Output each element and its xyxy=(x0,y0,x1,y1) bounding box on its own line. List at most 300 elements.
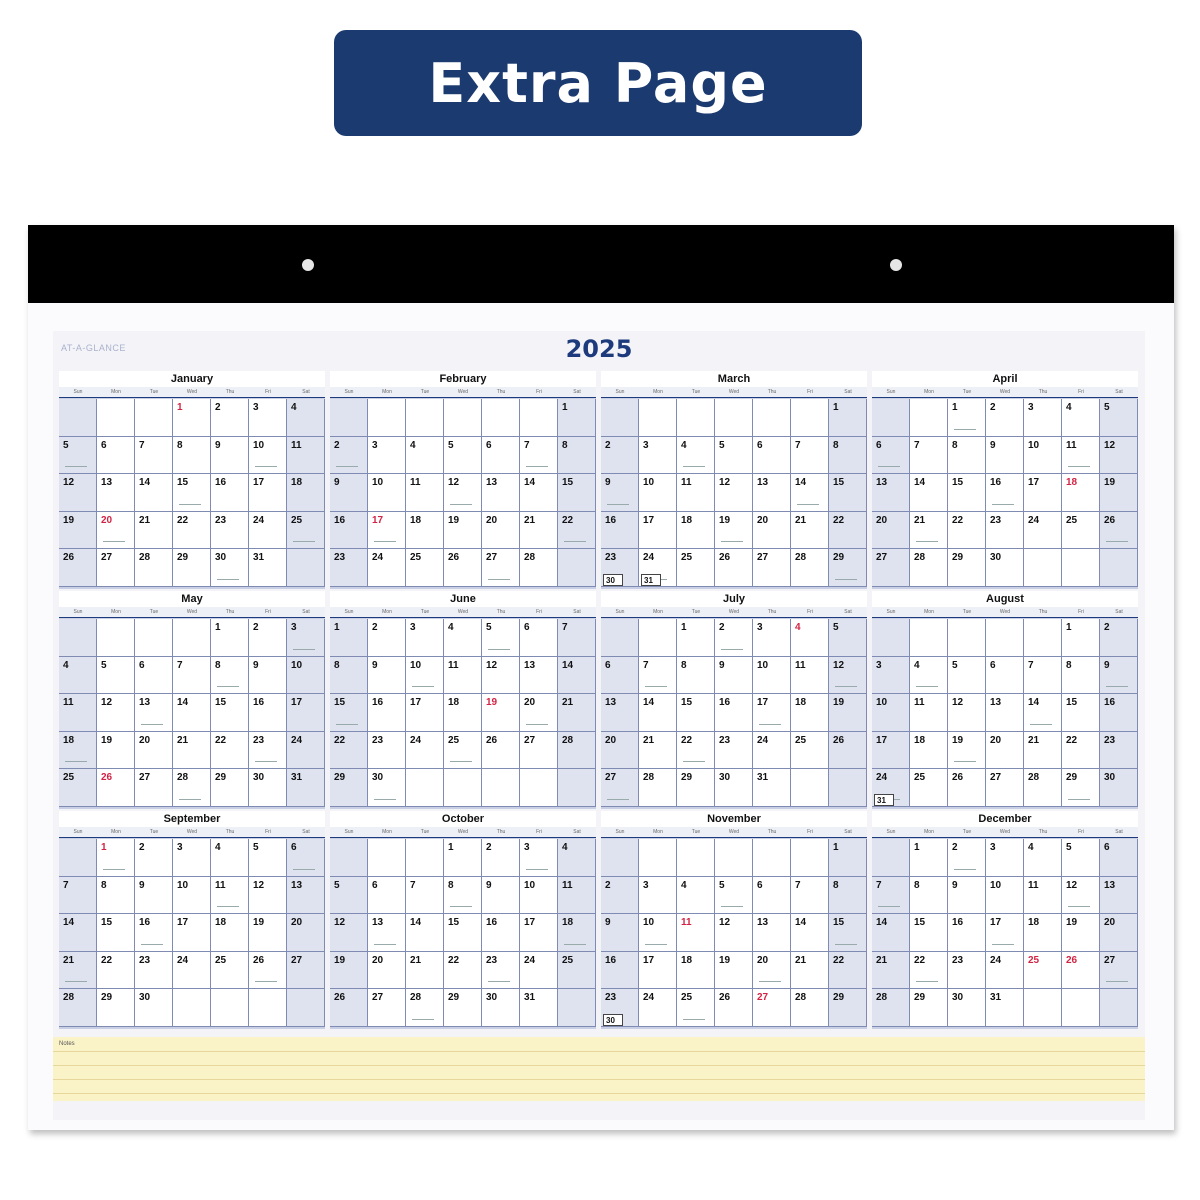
day-cell[interactable] xyxy=(715,914,753,952)
day-cell[interactable] xyxy=(558,399,596,437)
day-cell[interactable] xyxy=(872,769,910,807)
day-cell[interactable] xyxy=(1100,437,1138,475)
day-cell[interactable] xyxy=(910,694,948,732)
day-cell[interactable] xyxy=(829,399,867,437)
day-cell[interactable] xyxy=(753,839,791,877)
day-cell[interactable] xyxy=(948,619,986,657)
day-cell[interactable] xyxy=(368,657,406,695)
day-cell[interactable] xyxy=(639,657,677,695)
day-cell[interactable] xyxy=(1100,732,1138,770)
day-cell[interactable] xyxy=(97,952,135,990)
day-cell[interactable] xyxy=(910,619,948,657)
day-cell[interactable] xyxy=(872,619,910,657)
day-cell[interactable] xyxy=(986,549,1024,587)
day-cell[interactable] xyxy=(368,437,406,475)
day-cell[interactable] xyxy=(601,989,639,1027)
day-cell[interactable] xyxy=(791,657,829,695)
day-cell[interactable] xyxy=(287,732,325,770)
day-cell[interactable] xyxy=(639,512,677,550)
day-cell[interactable] xyxy=(677,839,715,877)
day-cell[interactable] xyxy=(1100,474,1138,512)
day-cell[interactable] xyxy=(330,732,368,770)
day-cell[interactable] xyxy=(406,769,444,807)
day-cell[interactable] xyxy=(715,769,753,807)
day-cell[interactable] xyxy=(1024,619,1062,657)
day-cell[interactable] xyxy=(482,732,520,770)
day-cell[interactable] xyxy=(287,839,325,877)
day-cell[interactable] xyxy=(829,914,867,952)
day-cell[interactable] xyxy=(249,769,287,807)
day-cell[interactable] xyxy=(97,839,135,877)
day-cell[interactable] xyxy=(715,952,753,990)
day-cell[interactable] xyxy=(330,399,368,437)
day-cell[interactable] xyxy=(330,989,368,1027)
day-cell[interactable] xyxy=(601,694,639,732)
day-cell[interactable] xyxy=(482,657,520,695)
day-cell[interactable] xyxy=(558,732,596,770)
day-cell[interactable] xyxy=(211,839,249,877)
day-cell[interactable] xyxy=(173,694,211,732)
day-cell[interactable] xyxy=(677,694,715,732)
day-cell[interactable] xyxy=(1024,694,1062,732)
day-cell[interactable] xyxy=(287,952,325,990)
day-cell[interactable] xyxy=(601,399,639,437)
day-cell[interactable] xyxy=(715,732,753,770)
day-cell[interactable] xyxy=(135,474,173,512)
day-cell[interactable] xyxy=(872,474,910,512)
day-cell[interactable] xyxy=(406,694,444,732)
day-cell[interactable] xyxy=(211,474,249,512)
day-cell[interactable] xyxy=(829,512,867,550)
day-cell[interactable] xyxy=(173,549,211,587)
day-cell[interactable] xyxy=(368,877,406,915)
day-cell[interactable] xyxy=(444,399,482,437)
day-cell[interactable] xyxy=(715,877,753,915)
day-cell[interactable] xyxy=(482,952,520,990)
day-cell[interactable] xyxy=(1024,512,1062,550)
day-cell[interactable] xyxy=(444,914,482,952)
day-cell[interactable] xyxy=(872,437,910,475)
day-cell[interactable] xyxy=(249,437,287,475)
day-cell[interactable] xyxy=(753,732,791,770)
day-cell[interactable] xyxy=(1062,989,1100,1027)
day-cell[interactable] xyxy=(677,657,715,695)
day-cell[interactable] xyxy=(520,474,558,512)
day-cell[interactable] xyxy=(173,512,211,550)
day-cell[interactable] xyxy=(135,549,173,587)
day-cell[interactable] xyxy=(753,437,791,475)
day-cell[interactable] xyxy=(173,619,211,657)
day-cell[interactable] xyxy=(482,694,520,732)
day-cell[interactable] xyxy=(368,914,406,952)
day-cell[interactable] xyxy=(558,989,596,1027)
day-cell[interactable] xyxy=(444,989,482,1027)
day-cell[interactable] xyxy=(601,437,639,475)
day-cell[interactable] xyxy=(558,914,596,952)
day-cell[interactable] xyxy=(677,877,715,915)
day-cell[interactable] xyxy=(829,437,867,475)
day-cell[interactable] xyxy=(444,694,482,732)
day-cell[interactable] xyxy=(520,839,558,877)
day-cell[interactable] xyxy=(558,877,596,915)
day-cell[interactable] xyxy=(948,989,986,1027)
day-cell[interactable] xyxy=(330,769,368,807)
day-cell[interactable] xyxy=(287,619,325,657)
day-cell[interactable] xyxy=(986,914,1024,952)
day-cell[interactable] xyxy=(1062,694,1100,732)
day-cell[interactable] xyxy=(287,437,325,475)
day-cell[interactable] xyxy=(249,657,287,695)
day-cell[interactable] xyxy=(829,694,867,732)
day-cell[interactable] xyxy=(173,989,211,1027)
day-cell[interactable] xyxy=(520,732,558,770)
day-cell[interactable] xyxy=(677,619,715,657)
day-cell[interactable] xyxy=(520,914,558,952)
day-cell[interactable] xyxy=(791,474,829,512)
day-cell[interactable] xyxy=(872,914,910,952)
day-cell[interactable] xyxy=(520,549,558,587)
day-cell[interactable] xyxy=(135,952,173,990)
day-cell[interactable] xyxy=(173,839,211,877)
day-cell[interactable] xyxy=(59,437,97,475)
day-cell[interactable] xyxy=(910,732,948,770)
day-cell[interactable] xyxy=(287,549,325,587)
day-cell[interactable] xyxy=(368,952,406,990)
day-cell[interactable] xyxy=(482,549,520,587)
day-cell[interactable] xyxy=(1100,769,1138,807)
day-cell[interactable] xyxy=(173,437,211,475)
day-cell[interactable] xyxy=(1024,914,1062,952)
day-cell[interactable] xyxy=(59,619,97,657)
day-cell[interactable] xyxy=(482,989,520,1027)
day-cell[interactable] xyxy=(639,619,677,657)
day-cell[interactable] xyxy=(791,512,829,550)
day-cell[interactable] xyxy=(601,619,639,657)
day-cell[interactable] xyxy=(368,769,406,807)
day-cell[interactable] xyxy=(211,877,249,915)
day-cell[interactable] xyxy=(753,914,791,952)
day-cell[interactable] xyxy=(558,694,596,732)
day-cell[interactable] xyxy=(368,989,406,1027)
day-cell[interactable] xyxy=(986,769,1024,807)
day-cell[interactable] xyxy=(444,952,482,990)
day-cell[interactable] xyxy=(249,549,287,587)
day-cell[interactable] xyxy=(406,619,444,657)
day-cell[interactable] xyxy=(330,474,368,512)
day-cell[interactable] xyxy=(59,694,97,732)
day-cell[interactable] xyxy=(368,474,406,512)
day-cell[interactable] xyxy=(287,989,325,1027)
day-cell[interactable] xyxy=(829,619,867,657)
day-cell[interactable] xyxy=(639,952,677,990)
day-cell[interactable] xyxy=(1100,399,1138,437)
day-cell[interactable] xyxy=(715,839,753,877)
day-cell[interactable] xyxy=(97,512,135,550)
day-cell[interactable] xyxy=(1024,877,1062,915)
day-cell[interactable] xyxy=(173,877,211,915)
day-cell[interactable] xyxy=(406,989,444,1027)
day-cell[interactable] xyxy=(249,989,287,1027)
day-cell[interactable] xyxy=(791,619,829,657)
day-cell[interactable] xyxy=(601,952,639,990)
day-cell[interactable] xyxy=(520,657,558,695)
day-cell[interactable] xyxy=(639,474,677,512)
day-cell[interactable] xyxy=(1024,399,1062,437)
day-cell[interactable] xyxy=(558,619,596,657)
day-cell[interactable] xyxy=(948,512,986,550)
day-cell[interactable] xyxy=(1024,549,1062,587)
day-cell[interactable] xyxy=(482,619,520,657)
day-cell[interactable] xyxy=(601,732,639,770)
day-cell[interactable] xyxy=(211,952,249,990)
day-cell[interactable] xyxy=(1062,952,1100,990)
day-cell[interactable] xyxy=(601,914,639,952)
day-cell[interactable] xyxy=(520,769,558,807)
day-cell[interactable] xyxy=(211,914,249,952)
day-cell[interactable] xyxy=(368,619,406,657)
day-cell[interactable] xyxy=(249,914,287,952)
day-cell[interactable] xyxy=(173,399,211,437)
day-cell[interactable] xyxy=(135,512,173,550)
day-cell[interactable] xyxy=(520,952,558,990)
day-cell[interactable] xyxy=(639,877,677,915)
day-cell[interactable] xyxy=(986,732,1024,770)
day-cell[interactable] xyxy=(910,839,948,877)
day-cell[interactable] xyxy=(1100,989,1138,1027)
day-cell[interactable] xyxy=(1100,952,1138,990)
day-cell[interactable] xyxy=(173,657,211,695)
day-cell[interactable] xyxy=(791,914,829,952)
day-cell[interactable] xyxy=(872,399,910,437)
day-cell[interactable] xyxy=(753,549,791,587)
day-cell[interactable] xyxy=(791,989,829,1027)
day-cell[interactable] xyxy=(910,952,948,990)
day-cell[interactable] xyxy=(368,732,406,770)
day-cell[interactable] xyxy=(287,399,325,437)
day-cell[interactable] xyxy=(444,839,482,877)
day-cell[interactable] xyxy=(135,657,173,695)
day-cell[interactable] xyxy=(639,839,677,877)
day-cell[interactable] xyxy=(287,474,325,512)
day-cell[interactable] xyxy=(444,657,482,695)
day-cell[interactable] xyxy=(368,399,406,437)
day-cell[interactable] xyxy=(444,769,482,807)
day-cell[interactable] xyxy=(59,877,97,915)
day-cell[interactable] xyxy=(368,512,406,550)
day-cell[interactable] xyxy=(406,657,444,695)
day-cell[interactable] xyxy=(601,512,639,550)
day-cell[interactable] xyxy=(1024,769,1062,807)
day-cell[interactable] xyxy=(249,877,287,915)
day-cell[interactable] xyxy=(558,512,596,550)
day-cell[interactable] xyxy=(677,474,715,512)
day-cell[interactable] xyxy=(791,399,829,437)
day-cell[interactable] xyxy=(872,694,910,732)
day-cell[interactable] xyxy=(910,989,948,1027)
day-cell[interactable] xyxy=(406,952,444,990)
day-cell[interactable] xyxy=(753,989,791,1027)
day-cell[interactable] xyxy=(986,512,1024,550)
day-cell[interactable] xyxy=(59,399,97,437)
day-cell[interactable] xyxy=(601,877,639,915)
day-cell[interactable] xyxy=(249,839,287,877)
day-cell[interactable] xyxy=(330,437,368,475)
day-cell[interactable] xyxy=(1024,952,1062,990)
day-cell[interactable] xyxy=(715,989,753,1027)
day-cell[interactable] xyxy=(211,694,249,732)
day-cell[interactable] xyxy=(639,437,677,475)
day-cell[interactable] xyxy=(986,952,1024,990)
day-cell[interactable] xyxy=(639,549,677,587)
day-cell[interactable] xyxy=(558,474,596,512)
day-cell[interactable] xyxy=(948,549,986,587)
day-cell[interactable] xyxy=(97,732,135,770)
day-cell[interactable] xyxy=(135,732,173,770)
day-cell[interactable] xyxy=(829,989,867,1027)
day-cell[interactable] xyxy=(791,769,829,807)
day-cell[interactable] xyxy=(444,437,482,475)
day-cell[interactable] xyxy=(520,512,558,550)
day-cell[interactable] xyxy=(1062,732,1100,770)
day-cell[interactable] xyxy=(1062,619,1100,657)
day-cell[interactable] xyxy=(249,732,287,770)
day-cell[interactable] xyxy=(97,619,135,657)
day-cell[interactable] xyxy=(444,877,482,915)
day-cell[interactable] xyxy=(59,769,97,807)
day-cell[interactable] xyxy=(558,769,596,807)
day-cell[interactable] xyxy=(715,619,753,657)
day-cell[interactable] xyxy=(406,549,444,587)
day-cell[interactable] xyxy=(97,437,135,475)
day-cell[interactable] xyxy=(211,619,249,657)
day-cell[interactable] xyxy=(173,732,211,770)
day-cell[interactable] xyxy=(753,399,791,437)
day-cell[interactable] xyxy=(910,437,948,475)
day-cell[interactable] xyxy=(948,839,986,877)
day-cell[interactable] xyxy=(1100,877,1138,915)
day-cell[interactable] xyxy=(601,474,639,512)
day-cell[interactable] xyxy=(829,877,867,915)
day-cell[interactable] xyxy=(1100,839,1138,877)
day-cell[interactable] xyxy=(1062,657,1100,695)
day-cell[interactable] xyxy=(482,877,520,915)
day-cell[interactable] xyxy=(829,474,867,512)
day-cell[interactable] xyxy=(829,839,867,877)
day-cell[interactable] xyxy=(135,914,173,952)
day-cell[interactable] xyxy=(558,437,596,475)
day-cell[interactable] xyxy=(1062,839,1100,877)
day-cell[interactable] xyxy=(829,549,867,587)
day-cell[interactable] xyxy=(872,657,910,695)
day-cell[interactable] xyxy=(1062,914,1100,952)
day-cell[interactable] xyxy=(872,512,910,550)
day-cell[interactable] xyxy=(829,732,867,770)
day-cell[interactable] xyxy=(406,474,444,512)
day-cell[interactable] xyxy=(677,989,715,1027)
day-cell[interactable] xyxy=(677,769,715,807)
day-cell[interactable] xyxy=(753,657,791,695)
day-cell[interactable] xyxy=(444,512,482,550)
day-cell[interactable] xyxy=(1100,512,1138,550)
day-cell[interactable] xyxy=(287,877,325,915)
day-cell[interactable] xyxy=(444,619,482,657)
day-cell[interactable] xyxy=(558,952,596,990)
day-cell[interactable] xyxy=(986,877,1024,915)
day-cell[interactable] xyxy=(520,399,558,437)
day-cell[interactable] xyxy=(986,619,1024,657)
day-cell[interactable] xyxy=(986,399,1024,437)
day-cell[interactable] xyxy=(368,839,406,877)
day-cell[interactable] xyxy=(59,657,97,695)
day-cell[interactable] xyxy=(753,877,791,915)
day-cell[interactable] xyxy=(59,512,97,550)
day-cell[interactable] xyxy=(482,437,520,475)
day-cell[interactable] xyxy=(59,549,97,587)
day-cell[interactable] xyxy=(872,839,910,877)
day-cell[interactable] xyxy=(1100,619,1138,657)
day-cell[interactable] xyxy=(211,399,249,437)
day-cell[interactable] xyxy=(1024,474,1062,512)
day-cell[interactable] xyxy=(406,877,444,915)
day-cell[interactable] xyxy=(482,399,520,437)
day-cell[interactable] xyxy=(791,952,829,990)
day-cell[interactable] xyxy=(1024,989,1062,1027)
day-cell[interactable] xyxy=(1024,732,1062,770)
day-cell[interactable] xyxy=(249,474,287,512)
day-cell[interactable] xyxy=(520,619,558,657)
day-cell[interactable] xyxy=(910,657,948,695)
day-cell[interactable] xyxy=(948,399,986,437)
day-cell[interactable] xyxy=(1100,549,1138,587)
day-cell[interactable] xyxy=(715,474,753,512)
day-cell[interactable] xyxy=(249,512,287,550)
day-cell[interactable] xyxy=(558,839,596,877)
day-cell[interactable] xyxy=(910,512,948,550)
day-cell[interactable] xyxy=(211,989,249,1027)
day-cell[interactable] xyxy=(368,694,406,732)
day-cell[interactable] xyxy=(97,657,135,695)
day-cell[interactable] xyxy=(97,549,135,587)
day-cell[interactable] xyxy=(715,399,753,437)
day-cell[interactable] xyxy=(482,914,520,952)
day-cell[interactable] xyxy=(910,877,948,915)
day-cell[interactable] xyxy=(677,437,715,475)
notes-area[interactable] xyxy=(53,1037,1145,1101)
day-cell[interactable] xyxy=(406,437,444,475)
day-cell[interactable] xyxy=(1100,694,1138,732)
day-cell[interactable] xyxy=(639,989,677,1027)
day-cell[interactable] xyxy=(910,769,948,807)
day-cell[interactable] xyxy=(59,914,97,952)
day-cell[interactable] xyxy=(986,437,1024,475)
day-cell[interactable] xyxy=(1100,657,1138,695)
day-cell[interactable] xyxy=(910,399,948,437)
day-cell[interactable] xyxy=(330,619,368,657)
day-cell[interactable] xyxy=(59,474,97,512)
day-cell[interactable] xyxy=(135,877,173,915)
day-cell[interactable] xyxy=(872,877,910,915)
day-cell[interactable] xyxy=(677,952,715,990)
day-cell[interactable] xyxy=(639,914,677,952)
day-cell[interactable] xyxy=(135,694,173,732)
day-cell[interactable] xyxy=(677,914,715,952)
day-cell[interactable] xyxy=(791,694,829,732)
day-cell[interactable] xyxy=(287,657,325,695)
day-cell[interactable] xyxy=(639,399,677,437)
day-cell[interactable] xyxy=(829,657,867,695)
day-cell[interactable] xyxy=(135,399,173,437)
day-cell[interactable] xyxy=(948,914,986,952)
